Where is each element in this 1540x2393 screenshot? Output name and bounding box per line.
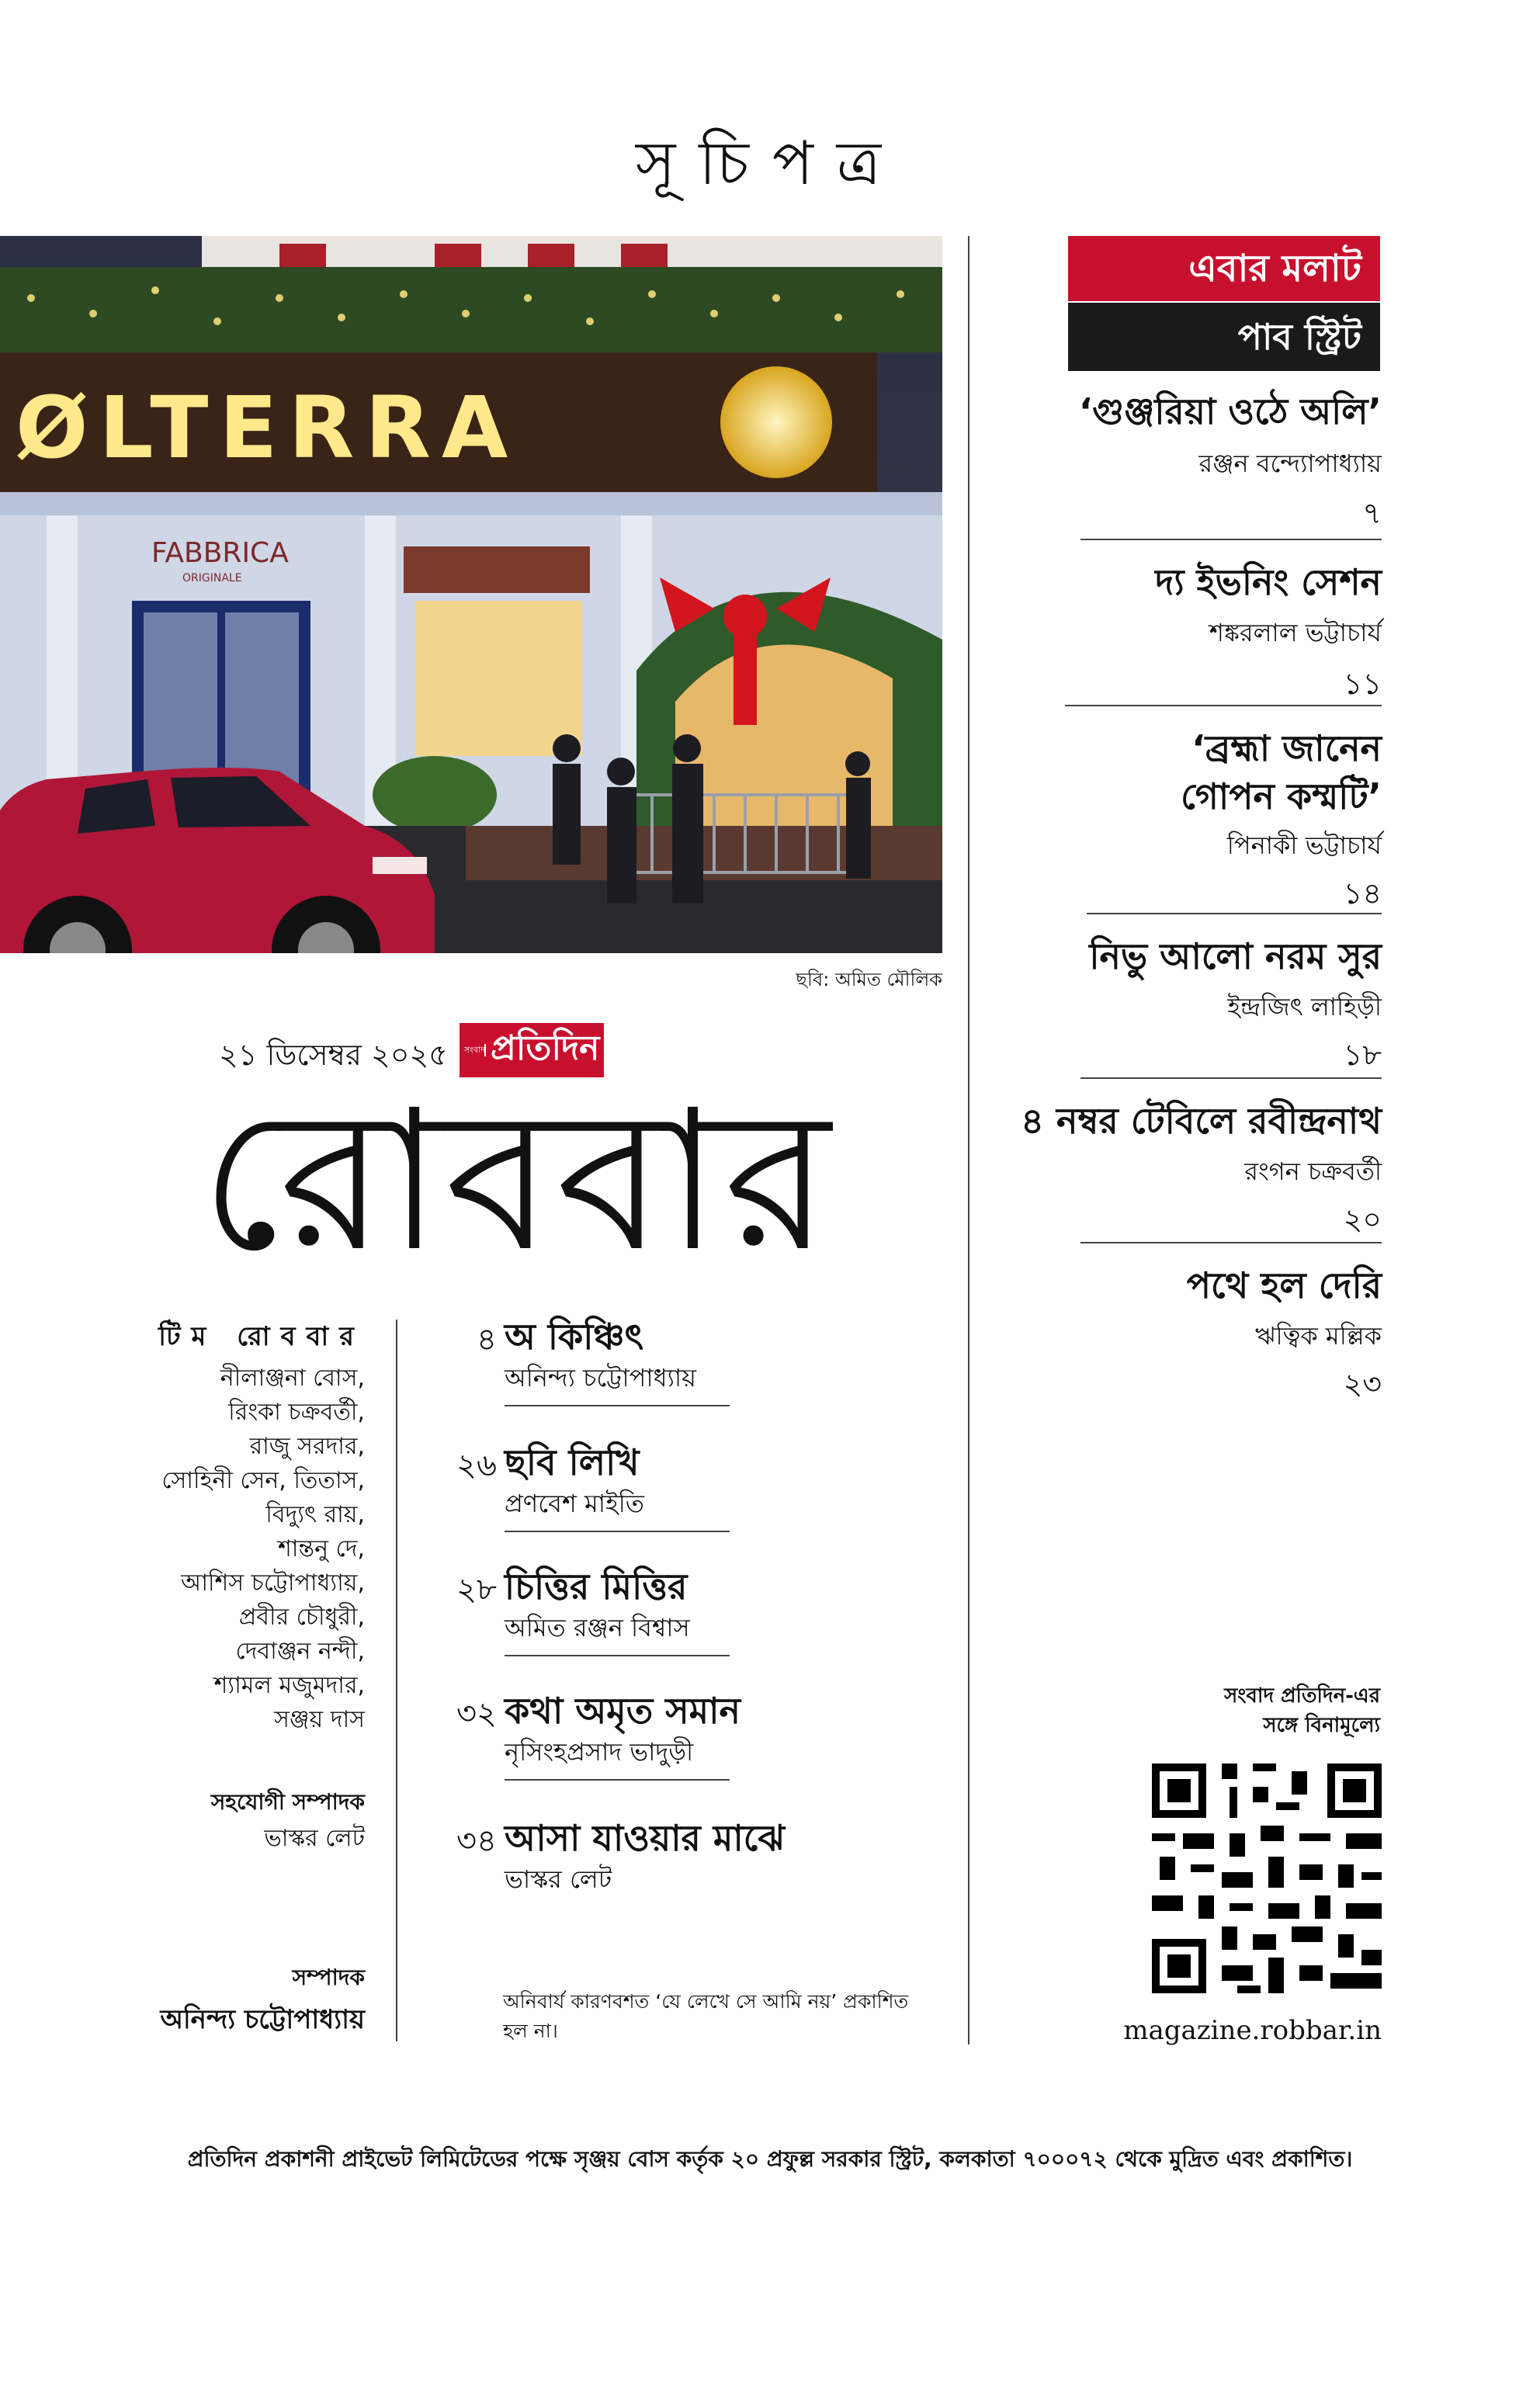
cover-item-title[interactable]: পথে হল দেরি xyxy=(1186,1264,1382,1306)
contents-divider xyxy=(505,1531,730,1532)
qr-caption xyxy=(1164,1681,1380,1740)
photo-credit: ছবি: অমিত মৌলিক xyxy=(796,969,942,990)
column-divider-right xyxy=(968,236,969,2044)
cover-item-author: ইন্দ্রজিৎ লাহিড়ী xyxy=(1227,992,1382,1021)
cover-item-author: শঙ্করলাল ভট্টাচার্য xyxy=(1209,618,1382,647)
team-member: দেবাঞ্জন নন্দী, xyxy=(235,1638,365,1665)
contents-page-number: ২৬ xyxy=(456,1448,497,1483)
contents-page-number: ৩২ xyxy=(456,1696,497,1732)
cover-item-title[interactable]: নিভু আলো নরম সুর xyxy=(1089,935,1382,977)
team-member: সোহিনী সেন, তিতাস, xyxy=(161,1467,365,1494)
cover-item-title[interactable]: ‘ব্রহ্মা জানেন xyxy=(1191,727,1382,769)
cover-item-page: ১৪ xyxy=(1343,876,1382,910)
associate-editor-label: সহযোগী সম্পাদক xyxy=(210,1789,365,1815)
team-member: শান্তনু দে, xyxy=(277,1535,365,1562)
team-member: নীলাঞ্জনা বোস, xyxy=(220,1365,365,1392)
column-divider-left xyxy=(396,1320,397,2041)
cover-item-divider xyxy=(1080,1077,1382,1079)
cover-item-author: রঞ্জন বন্দ্যোপাধ্যায় xyxy=(1198,449,1382,478)
team-member: শ্যামল মজুমদার, xyxy=(213,1672,365,1699)
magazine-url-link[interactable]: magazine.robbar.in xyxy=(1123,2015,1382,2046)
contents-author: অমিত রঞ্জন বিশ্বাস xyxy=(505,1613,690,1642)
qr-code-graphic xyxy=(1152,1764,1382,1993)
team-heading: টিম রোববার xyxy=(158,1321,365,1352)
cover-item-divider xyxy=(1080,1242,1382,1243)
cover-item-title[interactable]: ‘গুঞ্জরিয়া ওঠে অলি’ xyxy=(1078,390,1382,432)
contents-author: প্রণবেশ মাইতি xyxy=(505,1489,644,1518)
cover-item-author: রংগন চক্রবর্তী xyxy=(1244,1157,1382,1186)
team-list xyxy=(116,1361,365,1737)
contents-page-number: ৩৪ xyxy=(456,1823,497,1859)
footer-imprint: প্রতিদিন প্রকাশনী প্রাইভেট লিমিটেডের পক্ষে সৃঞ্জয় বোস কর্তৃক ২০ প্রফুল্ল সরকার স্ট্রিট, কলকাতা ৭০০০৭২ থেকে মুদ্রিত এবং প্রকাশিত। xyxy=(187,2146,1353,2172)
cover-item-page: ১৮ xyxy=(1343,1038,1382,1072)
qr-caption-line: সঙ্গে বিনামূল্যে xyxy=(1263,1714,1380,1737)
notice-text: অনিবার্য কারণবশত ‘যে লেখে সে আমি নয়’ প্রকাশিত হল না। xyxy=(503,1990,909,2042)
associate-editor-name: ভাস্কর লেট xyxy=(264,1825,365,1852)
cover-item-author: পিনাকী ভট্টাচার্য xyxy=(1226,831,1382,860)
contents-author: অনিন্দ্য চট্টোপাধ্যায় xyxy=(505,1363,697,1392)
team-member: আশিস চট্টোপাধ্যায়, xyxy=(180,1569,365,1597)
contents-divider xyxy=(505,1405,730,1406)
cover-photo xyxy=(0,236,942,953)
page-title: সূচিপত্র xyxy=(635,129,905,199)
street-scene-illustration xyxy=(0,236,942,953)
cover-item-page: ২০ xyxy=(1343,1202,1382,1236)
cover-item-author: ঋত্বিক মল্লিক xyxy=(1254,1321,1382,1351)
cover-item-title-line2[interactable]: গোপন কম্মটি’ xyxy=(1181,775,1382,817)
cover-story-label: এবার মলাট xyxy=(1068,236,1380,301)
contents-author: নৃসিংহপ্রসাদ ভাদুড়ী xyxy=(505,1737,694,1767)
team-member: রিংকা চক্রবর্তী, xyxy=(228,1399,365,1426)
cover-item-page: ৭ xyxy=(1362,496,1382,530)
contents-page-number: ৪ xyxy=(477,1322,497,1358)
cover-item-title[interactable]: ৪ নম্বর টেবিলে রবীন্দ্রনাথ xyxy=(1021,1100,1382,1142)
team-member: সঞ্জয় দাস xyxy=(274,1706,365,1733)
contents-title: চিত্তির মিত্তির xyxy=(505,1566,688,1607)
contents-divider xyxy=(505,1779,730,1781)
cover-story-title: পাব স্ট্রিট xyxy=(1068,303,1380,371)
team-member: রাজু সরদার, xyxy=(249,1433,365,1460)
contents-divider xyxy=(505,1655,730,1656)
contents-title: কথা অমৃত সমান xyxy=(505,1690,741,1732)
cover-item-divider xyxy=(1080,539,1382,540)
contents-title: অ কিঞ্চিৎ xyxy=(505,1316,644,1358)
cover-item-page: ১১ xyxy=(1343,667,1382,701)
contents-author: ভাস্কর লেট xyxy=(505,1864,612,1894)
sub-sign-small: ORIGINALE xyxy=(182,572,242,584)
cover-item-page: ২৩ xyxy=(1343,1367,1382,1401)
masthead-title: রোববার xyxy=(200,1068,834,1294)
sign-text: ØLTERRA xyxy=(16,378,519,477)
cover-item-divider xyxy=(1087,913,1382,914)
brand-sub-label: সংবাদ xyxy=(464,1045,486,1055)
contents-page-number: ২৮ xyxy=(456,1572,497,1607)
issue-date: ২১ ডিসেম্বর ২০২৫ xyxy=(219,1038,448,1072)
sub-sign: FABBRICA xyxy=(151,537,289,569)
cover-item-divider xyxy=(1065,705,1382,706)
editor-label: সম্পাদক xyxy=(292,1965,365,1990)
qr-code-icon[interactable] xyxy=(1152,1764,1382,1993)
brand-name: প্রতিদিন xyxy=(491,1028,600,1068)
team-member: প্রবীর চৌধুরী, xyxy=(238,1604,365,1631)
cover-item-title[interactable]: দ্য ইভনিং সেশন xyxy=(1155,561,1382,603)
team-member: বিদ্যুৎ রায়, xyxy=(265,1501,365,1528)
contents-title: ছবি লিখি xyxy=(505,1441,640,1483)
qr-caption-line: সংবাদ প্রতিদিন-এর xyxy=(1224,1684,1380,1708)
contents-title: আসা যাওয়ার মাঝে xyxy=(505,1817,786,1859)
editor-name: অনিন্দ্য চট্টোপাধ্যায় xyxy=(160,2004,365,2035)
